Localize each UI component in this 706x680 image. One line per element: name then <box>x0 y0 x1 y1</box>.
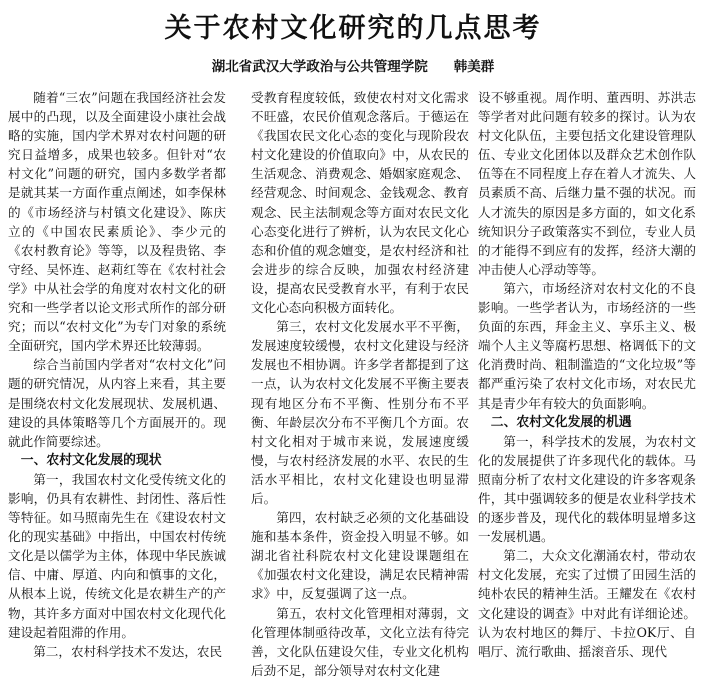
paragraph: 第四，农村缺乏必须的文化基础设施和基本条件，资金投入明显不够。如湖北省社科院农村文化建设课题组在《加强农村文化建设，满足农民精神需求》中，反复强调了这一点。 <box>251 510 469 602</box>
section-heading: 二、农村文化发展的机遇 <box>490 414 632 430</box>
article-title: 关于农村文化研究的几点思考 <box>164 13 542 44</box>
paragraph: 第五，农村文化管理相对薄弱，文化管理体制亟待改革，文化立法有待完善，文化队伍建设欠佳，专业文化机构后劲不足，部分领导对农村文化建 <box>251 605 469 678</box>
paragraph: 随着“三农”问题在我国经济社会发展中的凸现，以及全面建设小康社会战略的实施，国内学术界对农村问题的研究日益增多，成果也较多。但针对“农村文化”问题的研究，国内多数学者都是就其某一方面作重点阐述，如李保林的《市场经济与村镇文化建设》、陈庆立的《中国农民素质论》、李少元的《农村教育论》等等，以及程贵铭、李守经、吴怀连、赵莉红等在《农村社会学》中从社会学的角度对农村文化的研究和一些学者以论文形式所作的部分研究；而以“农村文化”为专门对象的系统全面研究，国内学术界还比较薄弱。 <box>8 90 226 354</box>
paragraph: 第二，农村科学技术不发达，农民 <box>33 643 223 659</box>
author-affiliation: 湖北省武汉大学政治与公共管理学院 <box>211 59 428 75</box>
paragraph: 第六，市场经济对农村文化的不良影响。一些学者认为，市场经济的一些负面的东西，拜金主义、享乐主义、极端个人主义等腐朽思想、格调低下的文化消费时尚、粗制滥造的“文化垃圾”等都严重污染了农村文化市场，对农民尤其是青少年有较大的负面影响。 <box>478 280 696 411</box>
column-1 <box>8 88 226 659</box>
column-3 <box>478 88 696 659</box>
paragraph: 第一，我国农村文化受传统文化的影响，仍具有农耕性、封闭性、落后性等特征。如马照南先生在《建设农村文化的现实基础》中指出，中国农村传统文化是以儒学为主体，体现中华民族诚信、中庸、厚道、内向和慎事的文化，从根本上说，传统文化是农耕生产的产物，其许多方面对中国农村文化现代化建设起着阻滞的作用。 <box>8 471 226 640</box>
section-heading: 一、农村文化发展的现状 <box>20 452 162 468</box>
paragraph: 受教育程度较低，致使农村对文化需求不旺盛，农民价值观念落后。于德运在《我国农民文化心态的变化与现阶段农村文化建设的价值取向》中，从农民的生活观念、消费观念、婚姻家庭观念、经营观念、时间观念、金钱观念、教育观念、民主法制观念等方面对农民文化心态变化进行了辨析，认为农民文化心态和价值的观念嬗变，是农村经济和社会进步的综合反映，加强农村经济建设，提高农民受教育水平，有利于农民文化心态向积极方面转化。 <box>251 90 469 316</box>
byline <box>0 55 706 75</box>
paragraph: 第一，科学技术的发展，为农村文化的发展提供了许多现代化的载体。马照南分析了农村文化建设的许多客观条件，其中强调较多的便是农业科学技术的逐步普及，现代化的载体明显增多这一发展机遇。 <box>478 433 696 545</box>
paragraph: 综合当前国内学者对“农村文化”问题的研究情况，从内容上来看，其主要是围绕农村文化发展现状、发展机遇、建设的具体策略等几个方面展开的。现就此作简要综述。 <box>8 357 226 449</box>
paragraph: 设不够重视。周作明、董西明、苏洪志等学者对此问题有较多的探讨。认为农村文化队伍，主要包括文化建设管理队伍、专业文化团体以及群众艺术创作队伍等在不同程度上存在着人才流失、人员素质不高、后继力量不强的状况。而人才流失的原因是多方面的，如文化系统知识分子政策落实不到位，专业人员的才能得不到应有的发挥，经济大潮的冲击使人心浮动等等。 <box>478 90 696 277</box>
paragraph: 第三，农村文化发展水平不平衡，发展速度较缓慢，农村文化建设与经济发展也不相协调。许多学者都提到了这一点，认为农村文化发展不平衡主要表现有地区分布不平衡、性别分布不平衡、年龄层次分布不平衡几个方面。农村文化相对于城市来说，发展速度缓慢，与农村经济发展的水平、农民的生活水平相比，农村文化建设也明显滞后。 <box>251 319 469 506</box>
paragraph: 第二，大众文化潮涌农村，带动农村文化发展，充实了过惯了田园生活的纯朴农民的精神生活。王耀发在《农村文化建设的调查》中对此有详细论述。认为农村地区的舞厅、卡拉OK厅、自唱厅、流行歌曲、摇滚音乐、现代 <box>478 548 696 659</box>
author-name: 韩美群 <box>453 59 495 75</box>
column-2 <box>251 88 469 678</box>
